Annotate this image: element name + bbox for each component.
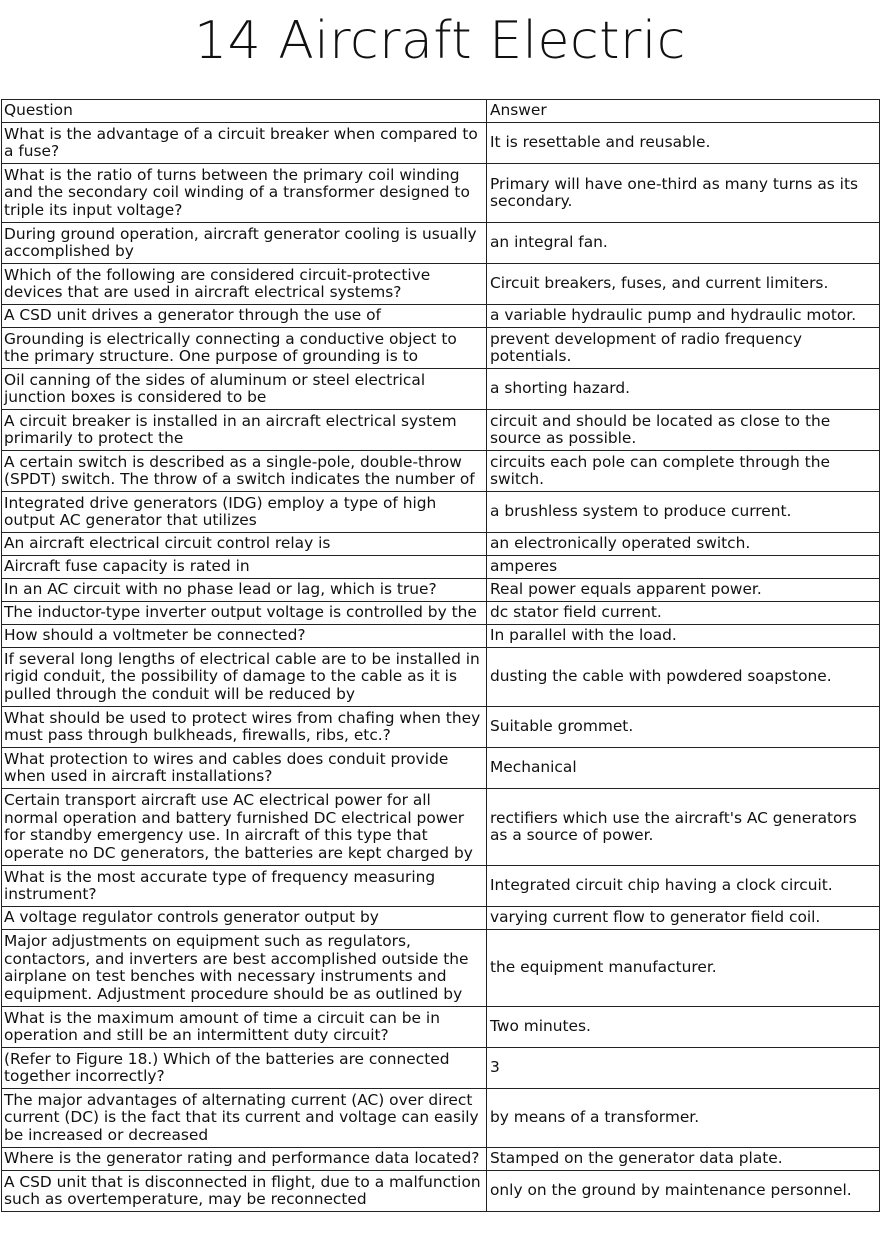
answer-cell: dusting the cable with powdered soapstone. (487, 648, 880, 707)
qa-table-body (2, 100, 880, 1212)
question-cell: What is the advantage of a circuit breaker when compared to a fuse? (2, 123, 487, 164)
answer-cell: by means of a transformer. (487, 1089, 880, 1148)
column-header-answer: Answer (487, 100, 880, 123)
question-cell: What should be used to protect wires from chafing when they must pass through bulkheads, firewalls, ribs, etc.? (2, 707, 487, 748)
table-row (2, 866, 880, 907)
table-row (2, 1007, 880, 1048)
question-cell: How should a voltmeter be connected? (2, 625, 487, 648)
answer-cell: a shorting hazard. (487, 369, 880, 410)
question-cell: Major adjustments on equipment such as regulators, contactors, and inverters are best accomplished outside the airplane on test benches with necessary instruments and equipment. Adjustment procedure should be as outlined by (2, 930, 487, 1007)
question-cell: Aircraft fuse capacity is rated in (2, 556, 487, 579)
answer-cell: an integral fan. (487, 223, 880, 264)
table-row (2, 164, 880, 223)
question-cell: Certain transport aircraft use AC electrical power for all normal operation and battery furnished DC electrical power for standby emergency use. In aircraft of this type that operate no DC generators, the batteries are kept charged by (2, 789, 487, 866)
table-row (2, 789, 880, 866)
table-row (2, 579, 880, 602)
question-cell: Oil canning of the sides of aluminum or steel electrical junction boxes is considered to be (2, 369, 487, 410)
answer-cell: Circuit breakers, fuses, and current limiters. (487, 264, 880, 305)
table-row (2, 707, 880, 748)
table-row (2, 748, 880, 789)
question-cell: The major advantages of alternating current (AC) over direct current (DC) is the fact that its current and voltage can easily be increased or decreased (2, 1089, 487, 1148)
answer-cell: amperes (487, 556, 880, 579)
table-row (2, 1048, 880, 1089)
answer-cell: a variable hydraulic pump and hydraulic motor. (487, 305, 880, 328)
table-row (2, 410, 880, 451)
table-row (2, 1089, 880, 1148)
question-cell: A certain switch is described as a single-pole, double-throw (SPDT) switch. The throw of a switch indicates the number of (2, 451, 487, 492)
table-row (2, 648, 880, 707)
page-title: 14 Aircraft Electric (194, 11, 686, 71)
table-row (2, 264, 880, 305)
question-cell: What is the ratio of turns between the primary coil winding and the secondary coil winding of a transformer designed to triple its input voltage? (2, 164, 487, 223)
answer-cell: dc stator field current. (487, 602, 880, 625)
table-row (2, 451, 880, 492)
question-cell: The inductor-type inverter output voltage is controlled by the (2, 602, 487, 625)
table-row (2, 328, 880, 369)
question-cell: Grounding is electrically connecting a conductive object to the primary structure. One purpose of grounding is to (2, 328, 487, 369)
table-row (2, 492, 880, 533)
table-header-row (2, 100, 880, 123)
table-row (2, 533, 880, 556)
answer-cell: Mechanical (487, 748, 880, 789)
answer-cell: the equipment manufacturer. (487, 930, 880, 1007)
question-cell: During ground operation, aircraft generator cooling is usually accomplished by (2, 223, 487, 264)
question-cell: A voltage regulator controls generator output by (2, 907, 487, 930)
table-row (2, 930, 880, 1007)
answer-cell: circuit and should be located as close to the source as possible. (487, 410, 880, 451)
question-cell: A CSD unit drives a generator through the use of (2, 305, 487, 328)
question-cell: A circuit breaker is installed in an aircraft electrical system primarily to protect the (2, 410, 487, 451)
table-row (2, 907, 880, 930)
question-cell: Where is the generator rating and performance data located? (2, 1148, 487, 1171)
answer-cell: circuits each pole can complete through the switch. (487, 451, 880, 492)
table-row (2, 556, 880, 579)
table-row (2, 305, 880, 328)
answer-cell: Integrated circuit chip having a clock circuit. (487, 866, 880, 907)
question-cell: (Refer to Figure 18.) Which of the batteries are connected together incorrectly? (2, 1048, 487, 1089)
question-cell: In an AC circuit with no phase lead or lag, which is true? (2, 579, 487, 602)
answer-cell: In parallel with the load. (487, 625, 880, 648)
qa-table (1, 99, 880, 1212)
answer-cell: 3 (487, 1048, 880, 1089)
table-row (2, 123, 880, 164)
table-row (2, 1148, 880, 1171)
answer-cell: Suitable grommet. (487, 707, 880, 748)
question-cell: What protection to wires and cables does conduit provide when used in aircraft installations? (2, 748, 487, 789)
answer-cell: It is resettable and reusable. (487, 123, 880, 164)
table-row (2, 223, 880, 264)
question-cell: If several long lengths of electrical cable are to be installed in rigid conduit, the possibility of damage to the cable as it is pulled through the conduit will be reduced by (2, 648, 487, 707)
question-cell: What is the most accurate type of frequency measuring instrument? (2, 866, 487, 907)
answer-cell: Primary will have one-third as many turns as its secondary. (487, 164, 880, 223)
answer-cell: a brushless system to produce current. (487, 492, 880, 533)
question-cell: Which of the following are considered circuit-protective devices that are used in aircraft electrical systems? (2, 264, 487, 305)
answer-cell: only on the ground by maintenance personnel. (487, 1171, 880, 1212)
answer-cell: prevent development of radio frequency potentials. (487, 328, 880, 369)
table-row (2, 602, 880, 625)
answer-cell: Real power equals apparent power. (487, 579, 880, 602)
answer-cell: an electronically operated switch. (487, 533, 880, 556)
question-cell: Integrated drive generators (IDG) employ a type of high output AC generator that utilizes (2, 492, 487, 533)
answer-cell: rectifiers which use the aircraft's AC generators as a source of power. (487, 789, 880, 866)
question-cell: What is the maximum amount of time a circuit can be in operation and still be an intermittent duty circuit? (2, 1007, 487, 1048)
table-row (2, 369, 880, 410)
table-row (2, 625, 880, 648)
question-cell: An aircraft electrical circuit control relay is (2, 533, 487, 556)
question-cell: A CSD unit that is disconnected in flight, due to a malfunction such as overtemperature, may be reconnected (2, 1171, 487, 1212)
table-row (2, 1171, 880, 1212)
column-header-question: Question (2, 100, 487, 123)
answer-cell: Two minutes. (487, 1007, 880, 1048)
answer-cell: varying current flow to generator field coil. (487, 907, 880, 930)
answer-cell: Stamped on the generator data plate. (487, 1148, 880, 1171)
